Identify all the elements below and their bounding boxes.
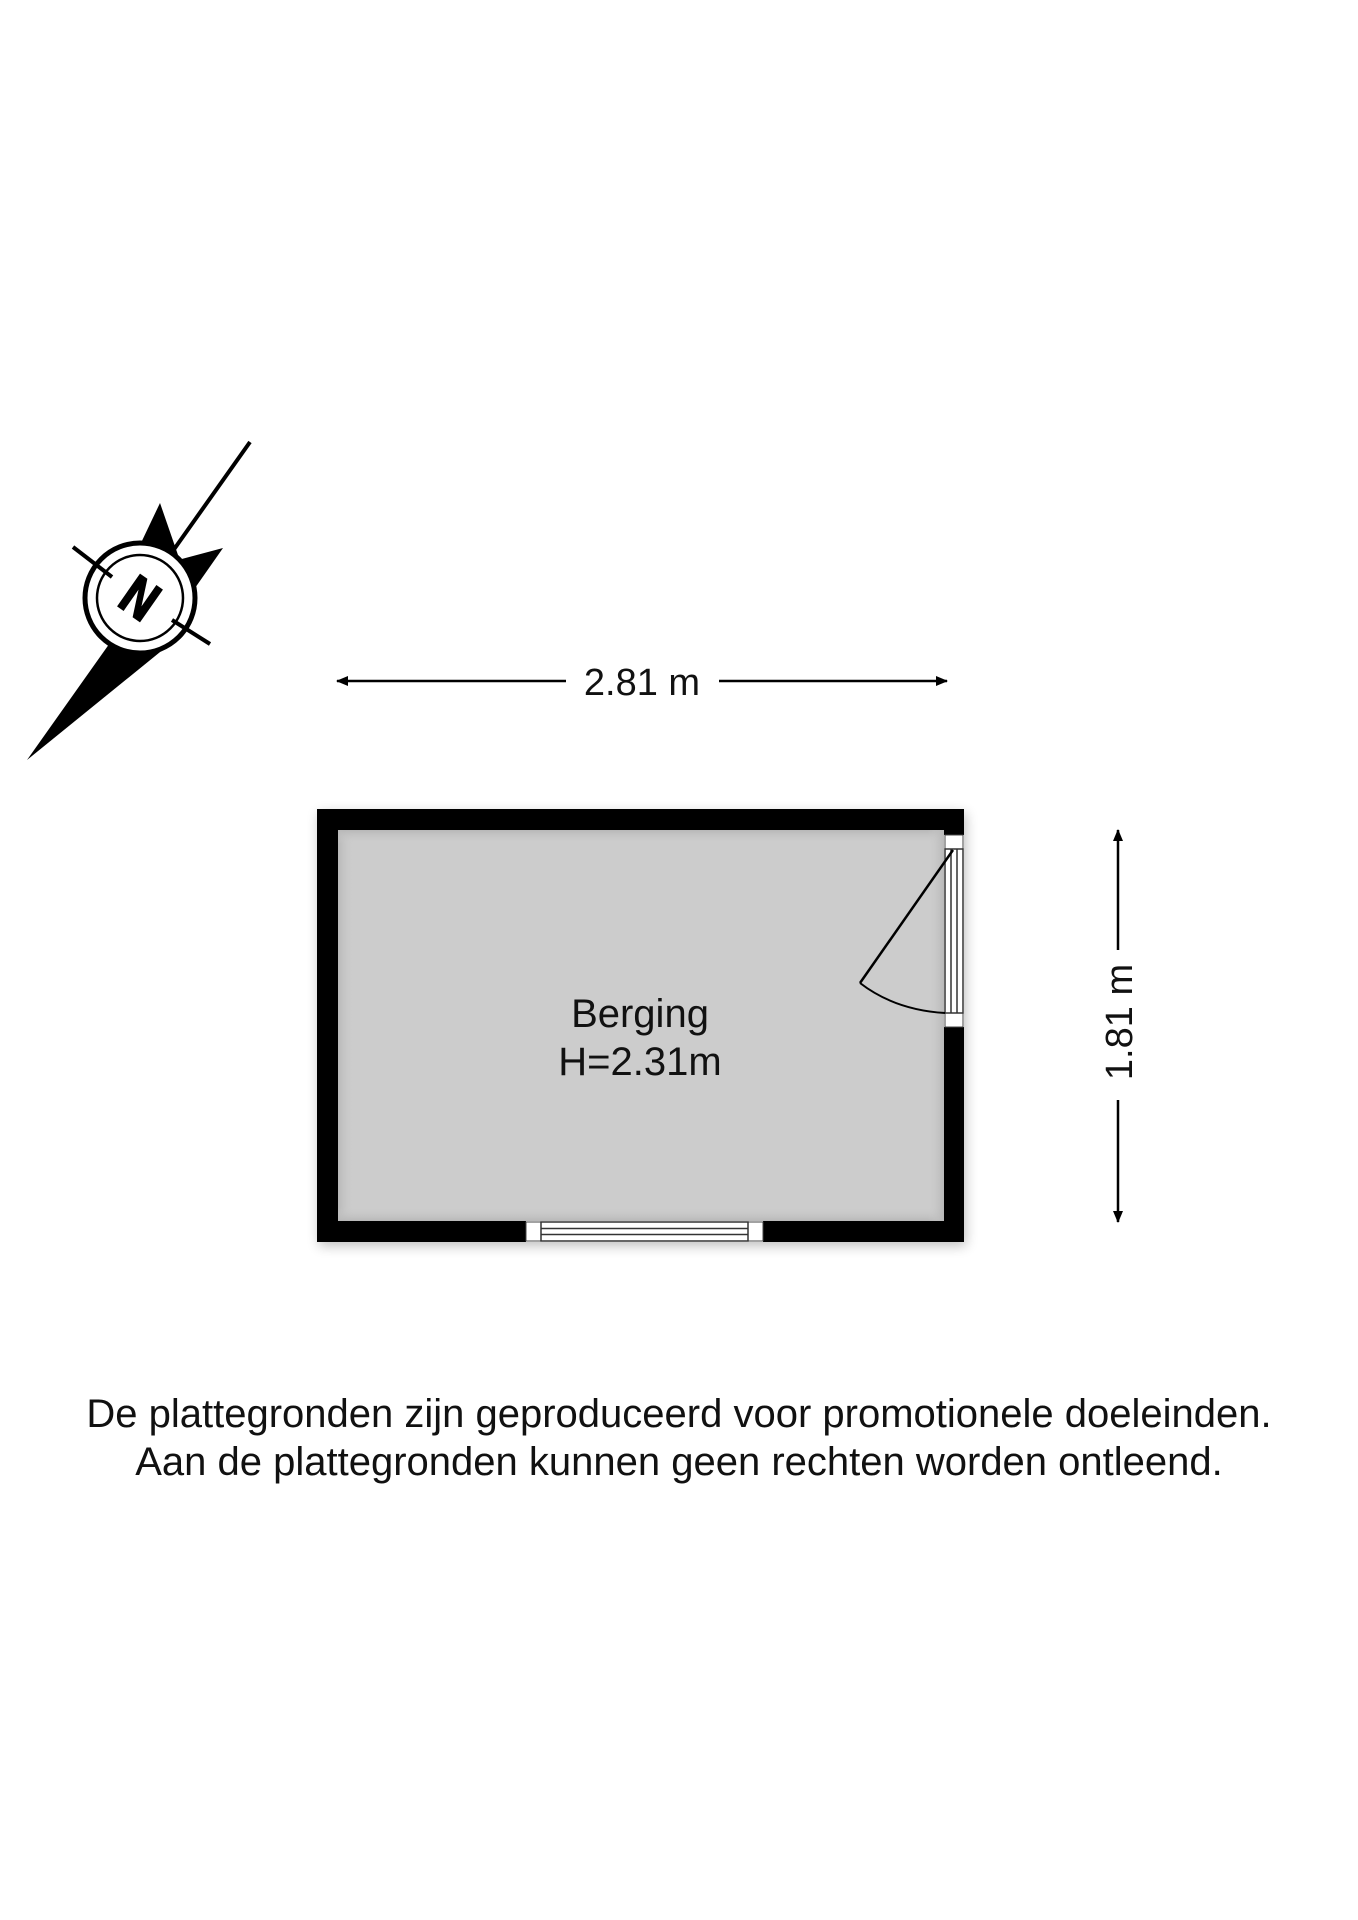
height-dimension <box>1099 830 1141 1222</box>
disclaimer-line-2: Aan de plattegronden kunnen geen rechten worden ontleend. <box>135 1440 1223 1484</box>
disclaimer <box>0 1390 1358 1486</box>
window-bottom <box>526 1221 763 1242</box>
room-berging <box>317 809 964 1242</box>
disclaimer-line-1: De plattegronden zijn geproduceerd voor promotionele doeleinden. <box>86 1392 1272 1436</box>
room-name: Berging <box>571 992 709 1036</box>
width-dimension-label: 2.81 m <box>583 662 701 704</box>
north-arrow-compass-icon <box>27 442 250 760</box>
height-dimension-label: 1.81 m <box>1099 963 1141 1081</box>
width-dimension <box>337 662 947 704</box>
room-ceiling-height: H=2.31m <box>558 1040 722 1084</box>
